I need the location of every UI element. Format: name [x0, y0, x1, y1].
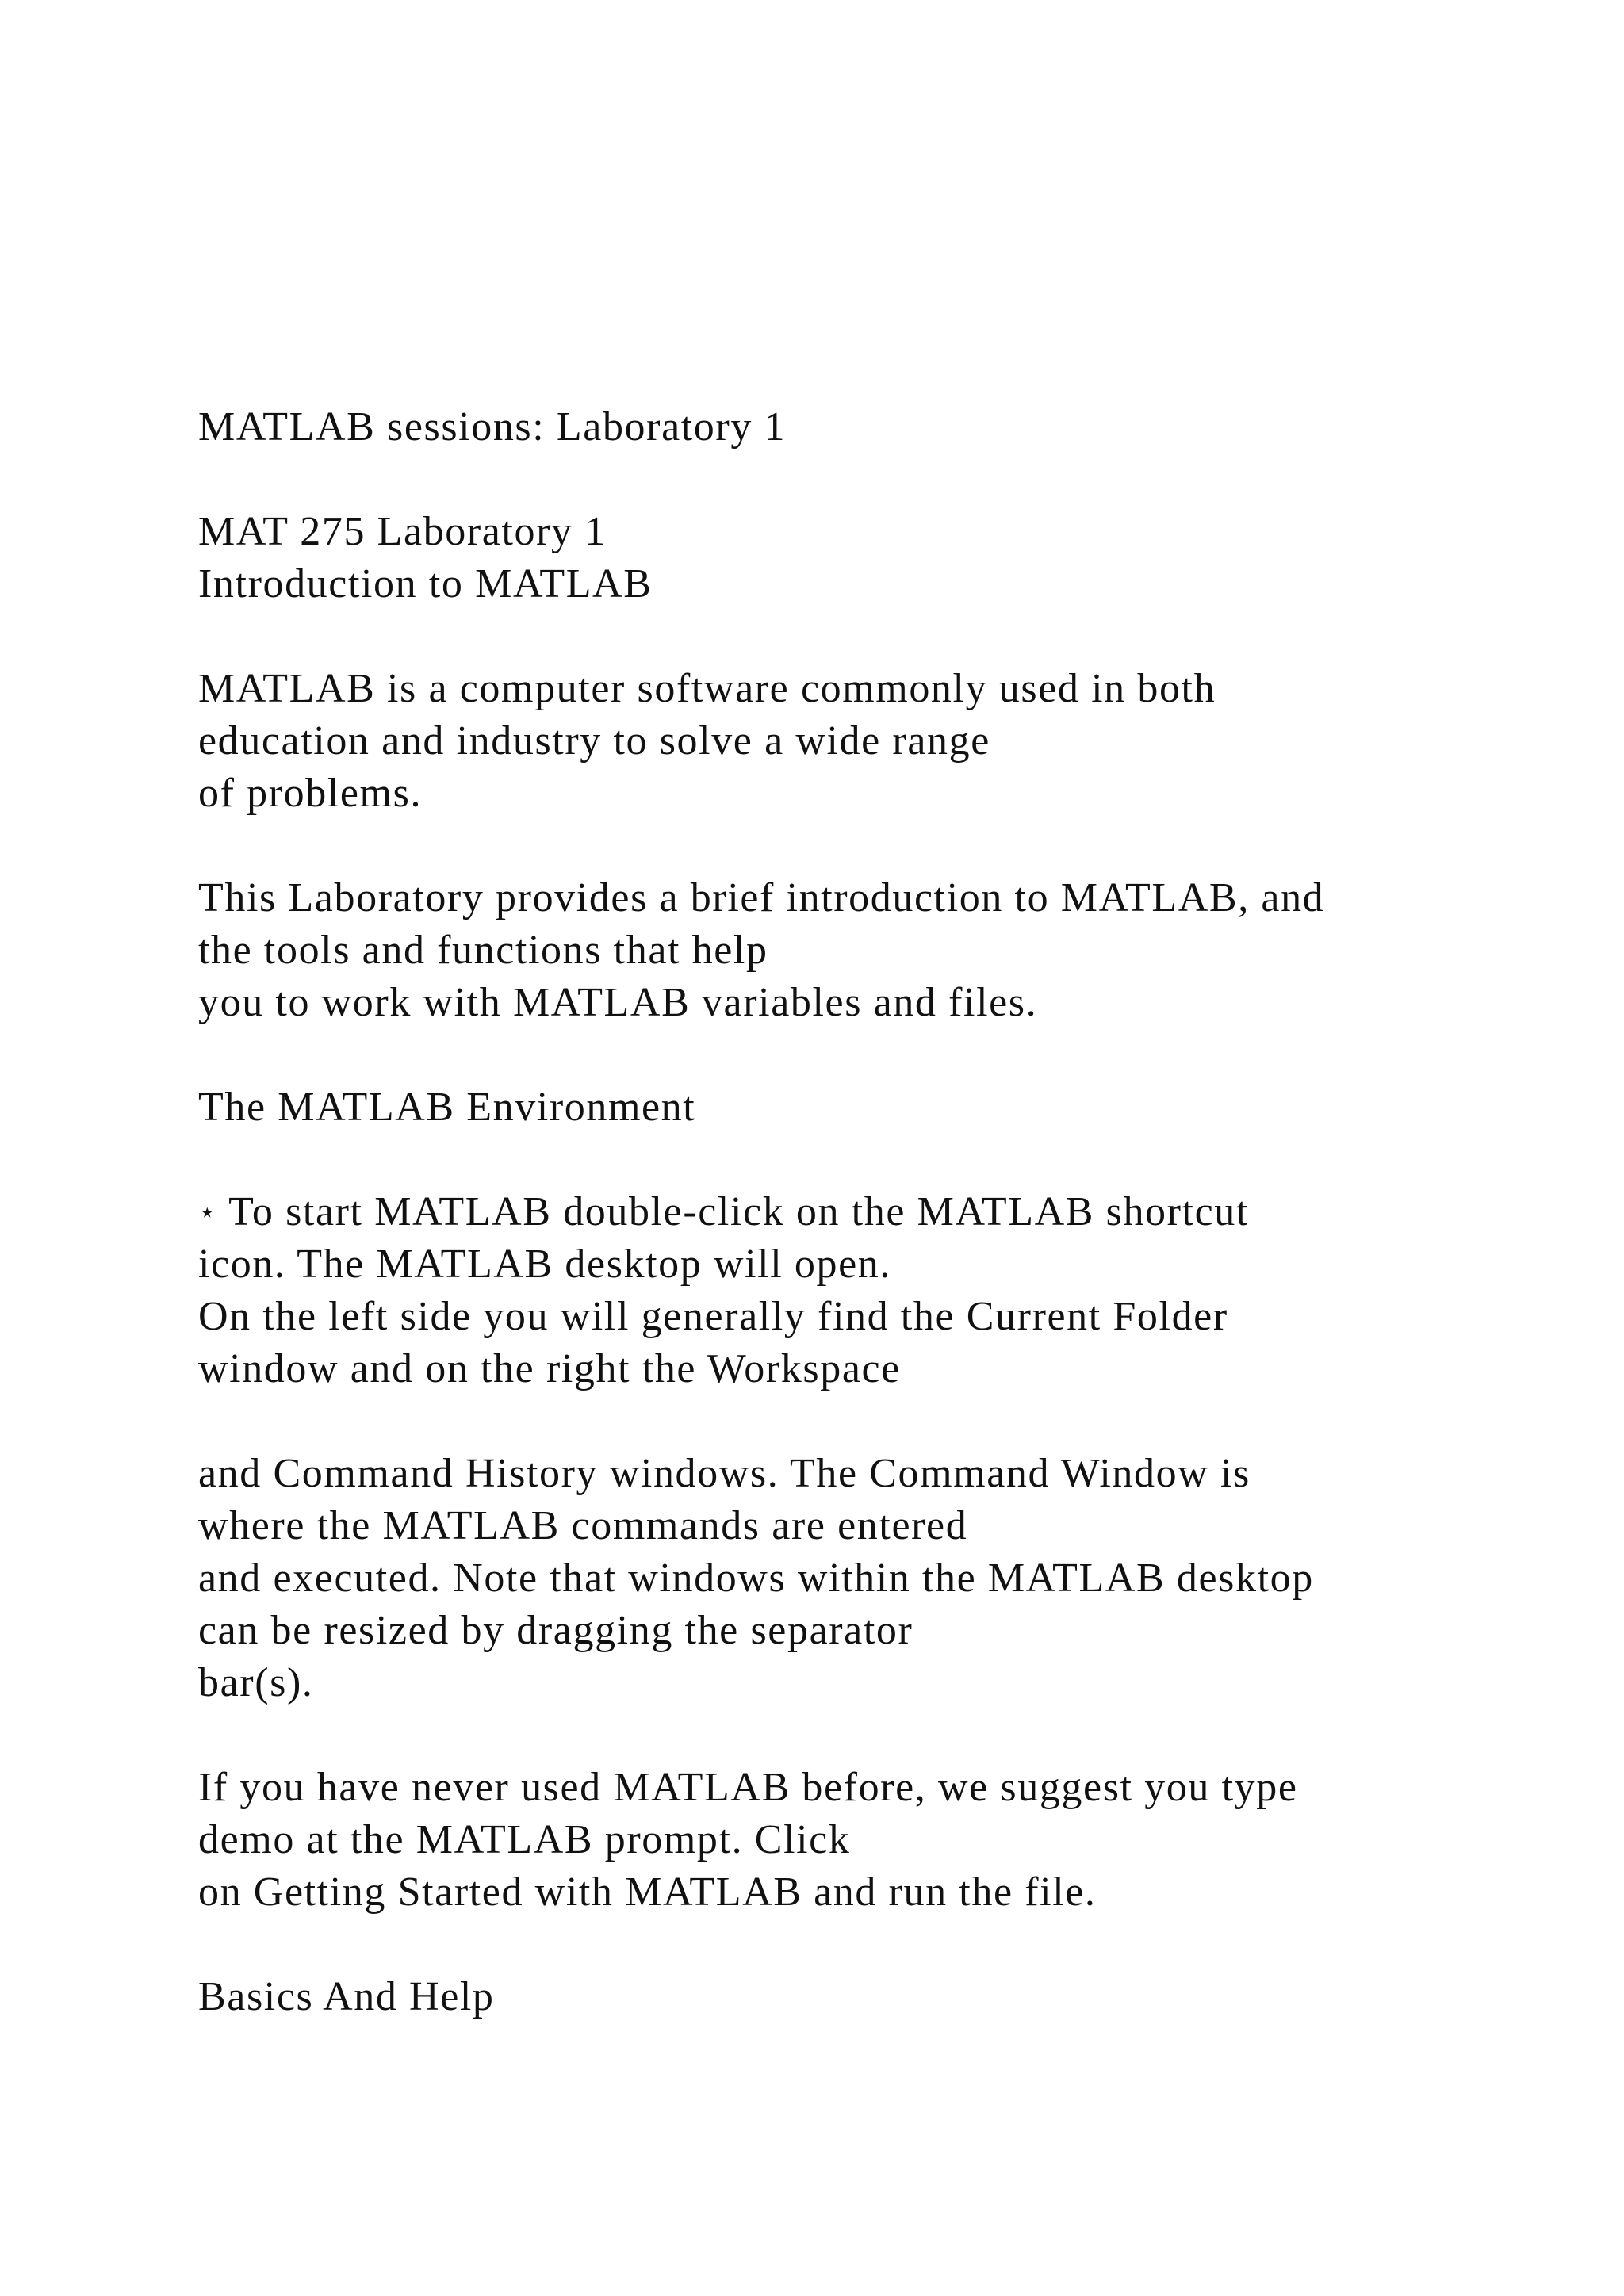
running-header [198, 401, 1507, 453]
text-line: If you have never used MATLAB before, we suggest you type [198, 1765, 1298, 1810]
subtitle-line: Introduction to MATLAB [198, 561, 653, 607]
desktop-paragraph [198, 1448, 1507, 1709]
star-bullet-icon: ⋆ [198, 1196, 218, 1228]
text-line: on Getting Started with MATLAB and run the file. [198, 1869, 1097, 1915]
text-line: of problems. [198, 771, 423, 816]
text-line: where the MATLAB commands are entered [198, 1503, 968, 1548]
section-heading-basics [198, 1971, 1507, 2023]
demo-paragraph [198, 1762, 1507, 1919]
text-line: demo at the MATLAB prompt. Click [198, 1817, 851, 1862]
section-heading-environment [198, 1081, 1507, 1134]
text-line: and Command History windows. The Command Window is [198, 1451, 1251, 1496]
heading-text: Basics And Help [198, 1974, 495, 2019]
text-line [198, 1186, 1507, 1238]
overview-paragraph [198, 872, 1507, 1029]
heading-text: The MATLAB Environment [198, 1085, 696, 1130]
text-line: the tools and functions that help [198, 928, 768, 973]
text-line: This Laboratory provides a brief introduction to MATLAB, and [198, 875, 1325, 920]
document-body [198, 401, 1507, 2076]
text-line: and executed. Note that windows within the MATLAB desktop [198, 1556, 1314, 1601]
bullet-paragraph [198, 1186, 1507, 1395]
text-line: bar(s). [198, 1660, 314, 1705]
text-line: MATLAB is a computer software commonly used in both [198, 666, 1216, 711]
intro-paragraph [198, 663, 1507, 820]
text-line: window and on the right the Workspace [198, 1346, 901, 1391]
text-line: education and industry to solve a wide range [198, 718, 990, 763]
title-line: MAT 275 Laboratory 1 [198, 509, 607, 554]
text-line: can be resized by dragging the separator [198, 1608, 914, 1653]
header-text: MATLAB sessions: Laboratory 1 [198, 404, 787, 450]
text-line: icon. The MATLAB desktop will open. [198, 1242, 891, 1287]
text-line: On the left side you will generally find the Current Folder [198, 1294, 1228, 1339]
text-line: you to work with MATLAB variables and files. [198, 980, 1038, 1025]
bullet-text: To start MATLAB double-click on the MATLAB shortcut [228, 1189, 1249, 1234]
lab-title [198, 506, 1507, 610]
